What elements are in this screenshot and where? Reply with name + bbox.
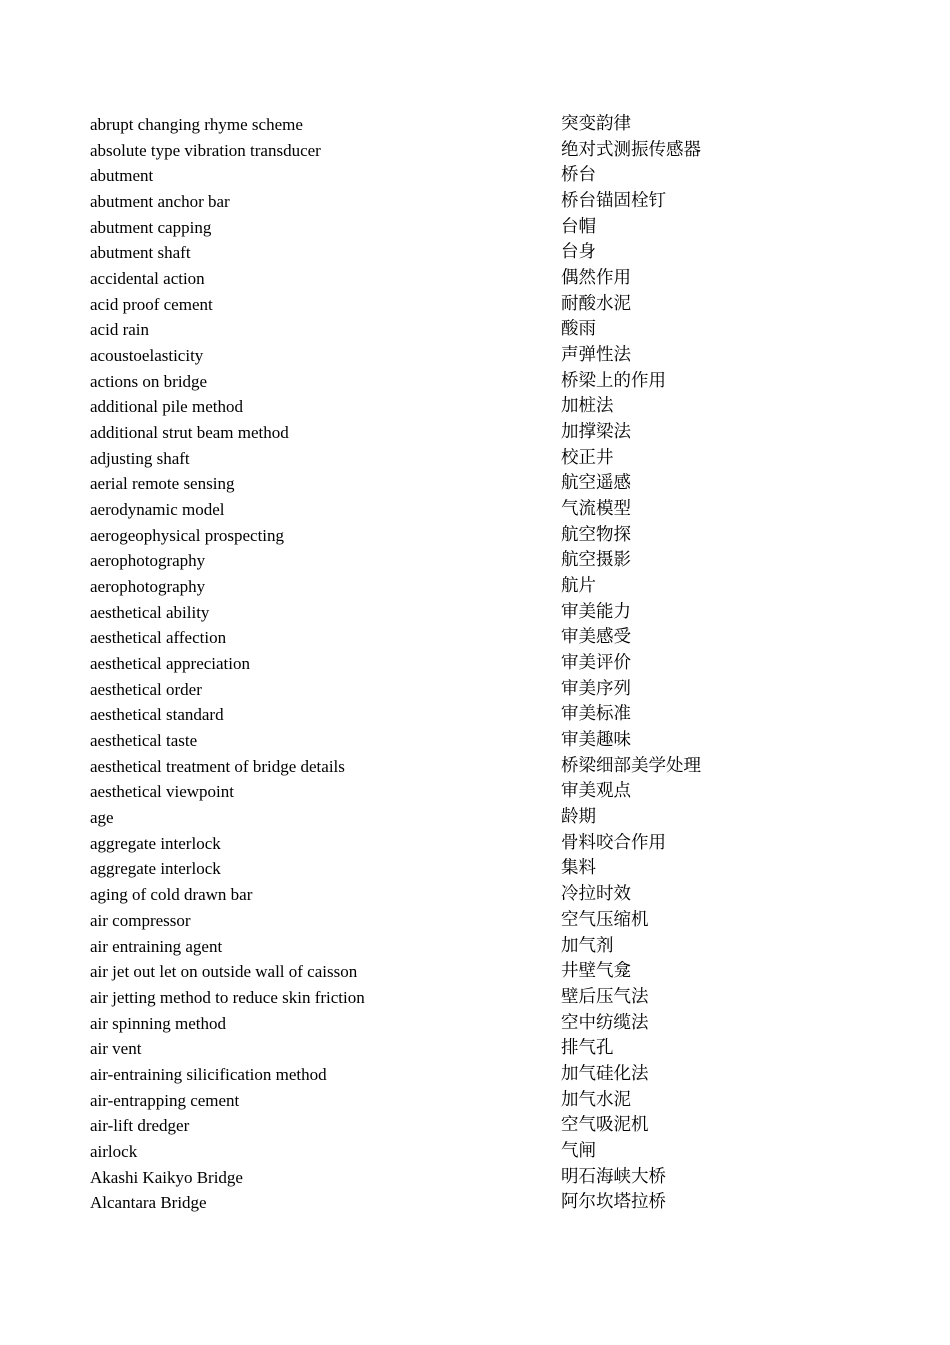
glossary-entry (0, 934, 950, 960)
chinese-term: 审美标准 (561, 704, 631, 725)
chinese-term: 空中纺缆法 (561, 1012, 649, 1033)
glossary-entry (0, 420, 950, 446)
glossary-entry (0, 985, 950, 1011)
glossary-entry (0, 651, 950, 677)
english-term: additional pile method (90, 397, 243, 417)
chinese-term: 桥梁上的作用 (561, 370, 666, 391)
chinese-term: 桥梁细部美学处理 (561, 755, 701, 776)
english-term: aging of cold drawn bar (90, 885, 253, 905)
chinese-term: 井壁气龛 (561, 961, 631, 982)
glossary-entry (0, 1165, 950, 1191)
english-term: adjusting shaft (90, 448, 190, 468)
chinese-term: 壁后压气法 (561, 986, 649, 1007)
english-term: aggregate interlock (90, 859, 221, 879)
english-term: abutment shaft (90, 243, 191, 263)
english-term: air-entraining silicification method (90, 1064, 327, 1084)
english-term: aerophotography (90, 551, 206, 571)
glossary-entry (0, 1113, 950, 1139)
glossary-entry (0, 138, 950, 164)
glossary-entry (0, 240, 950, 266)
glossary-entry (0, 600, 950, 626)
glossary-entry (0, 1062, 950, 1088)
chinese-term: 排气孔 (561, 1038, 614, 1059)
glossary-entry (0, 394, 950, 420)
english-term: actions on bridge (90, 371, 208, 391)
glossary-entry (0, 574, 950, 600)
glossary-entry (0, 882, 950, 908)
chinese-term: 加气水泥 (561, 1089, 631, 1110)
english-term: age (90, 808, 114, 828)
english-term: Alcantara Bridge (90, 1193, 207, 1213)
chinese-term: 阿尔坎塔拉桥 (561, 1192, 666, 1213)
english-term: acid rain (90, 320, 149, 340)
glossary-entry (0, 728, 950, 754)
glossary-entry (0, 677, 950, 703)
chinese-term: 航空物探 (561, 524, 631, 545)
english-term: aerial remote sensing (90, 474, 235, 494)
glossary-entry (0, 831, 950, 857)
glossary-entry (0, 754, 950, 780)
english-term: acid proof cement (90, 294, 213, 314)
english-term: air entraining agent (90, 936, 223, 956)
english-term: abutment capping (90, 217, 212, 237)
english-term: abrupt changing rhyme scheme (90, 115, 303, 134)
english-term: air vent (90, 1039, 142, 1059)
english-term: accidental action (90, 269, 205, 289)
english-term: abutment (90, 166, 154, 186)
english-term: aesthetical viewpoint (90, 782, 234, 802)
chinese-term: 空气压缩机 (561, 909, 649, 930)
chinese-term: 突变韵律 (561, 114, 631, 134)
english-term: aerogeophysical prospecting (90, 525, 285, 545)
chinese-term: 加气剂 (561, 935, 614, 956)
english-term: acoustoelasticity (90, 346, 204, 366)
chinese-term: 龄期 (561, 807, 596, 828)
chinese-term: 审美序列 (561, 678, 631, 699)
chinese-term: 气流模型 (561, 499, 631, 520)
english-term: aesthetical appreciation (90, 654, 250, 674)
english-term: air compressor (90, 910, 191, 930)
chinese-term: 冷拉时效 (561, 884, 631, 905)
glossary-entry (0, 1036, 950, 1062)
glossary-entry (0, 1011, 950, 1037)
chinese-term: 加气硅化法 (561, 1063, 649, 1084)
english-term: air-entrapping cement (90, 1090, 240, 1110)
english-term: air spinning method (90, 1013, 226, 1033)
chinese-term: 加撑梁法 (561, 422, 631, 443)
chinese-term: 台身 (561, 242, 596, 263)
english-term: absolute type vibration transducer (90, 140, 321, 160)
english-term: aesthetical treatment of bridge details (90, 756, 345, 776)
english-term: air-lift dredger (90, 1116, 190, 1136)
english-term: aerodynamic model (90, 500, 225, 520)
chinese-term: 航片 (561, 576, 596, 597)
english-term: aerophotography (90, 577, 206, 597)
english-term: aesthetical ability (90, 602, 210, 622)
glossary-entry (0, 523, 950, 549)
glossary-entry (0, 112, 950, 138)
english-term: airlock (90, 1141, 138, 1161)
chinese-term: 桥台 (561, 165, 596, 186)
english-term: aesthetical standard (90, 705, 224, 725)
english-term: Akashi Kaikyo Bridge (90, 1167, 243, 1187)
chinese-term: 航空摄影 (561, 550, 631, 571)
chinese-term: 耐酸水泥 (561, 293, 631, 314)
chinese-term: 航空遥感 (561, 473, 631, 494)
glossary-entry (0, 908, 950, 934)
chinese-term: 酸雨 (561, 319, 596, 340)
chinese-term: 桥台锚固栓钉 (561, 191, 666, 212)
chinese-term: 校正井 (561, 447, 614, 468)
glossary-entry (0, 446, 950, 472)
chinese-term: 审美能力 (561, 601, 631, 622)
glossary-entry (0, 369, 950, 395)
chinese-term: 审美评价 (561, 653, 631, 674)
glossary-entry (0, 215, 950, 241)
english-term: aggregate interlock (90, 833, 221, 853)
glossary-entry (0, 317, 950, 343)
glossary-entry (0, 266, 950, 292)
chinese-term: 空气吸泥机 (561, 1115, 649, 1136)
english-term: air jetting method to reduce skin friction (90, 987, 365, 1007)
chinese-term: 明石海峡大桥 (561, 1166, 666, 1187)
glossary-entry (0, 1088, 950, 1114)
glossary-entry (0, 959, 950, 985)
english-term: aesthetical order (90, 679, 202, 699)
glossary-entry (0, 702, 950, 728)
glossary-entry (0, 471, 950, 497)
chinese-term: 审美观点 (561, 781, 631, 802)
english-term: air jet out let on outside wall of caisson (90, 962, 358, 982)
english-term: abutment anchor bar (90, 192, 230, 212)
chinese-term: 绝对式测振传感器 (561, 139, 701, 160)
glossary-entry (0, 1190, 950, 1216)
english-term: additional strut beam method (90, 423, 289, 443)
glossary-entry (0, 779, 950, 805)
chinese-term: 气闸 (561, 1140, 596, 1161)
english-term: aesthetical taste (90, 731, 198, 751)
glossary-entry (0, 548, 950, 574)
glossary-entry (0, 343, 950, 369)
glossary-entry (0, 805, 950, 831)
chinese-term: 审美趣味 (561, 730, 631, 751)
glossary-entry (0, 1139, 950, 1165)
english-term: aesthetical affection (90, 628, 227, 648)
glossary-list (0, 112, 950, 1216)
chinese-term: 骨料咬合作用 (561, 832, 666, 853)
glossary-entry (0, 497, 950, 523)
glossary-entry (0, 189, 950, 215)
glossary-entry (0, 163, 950, 189)
glossary-entry (0, 625, 950, 651)
chinese-term: 审美感受 (561, 627, 631, 648)
glossary-entry (0, 856, 950, 882)
chinese-term: 台帽 (561, 216, 596, 237)
chinese-term: 声弹性法 (561, 345, 631, 366)
chinese-term: 加桩法 (561, 396, 614, 417)
chinese-term: 集料 (561, 858, 596, 879)
glossary-entry (0, 292, 950, 318)
chinese-term: 偶然作用 (561, 268, 631, 289)
